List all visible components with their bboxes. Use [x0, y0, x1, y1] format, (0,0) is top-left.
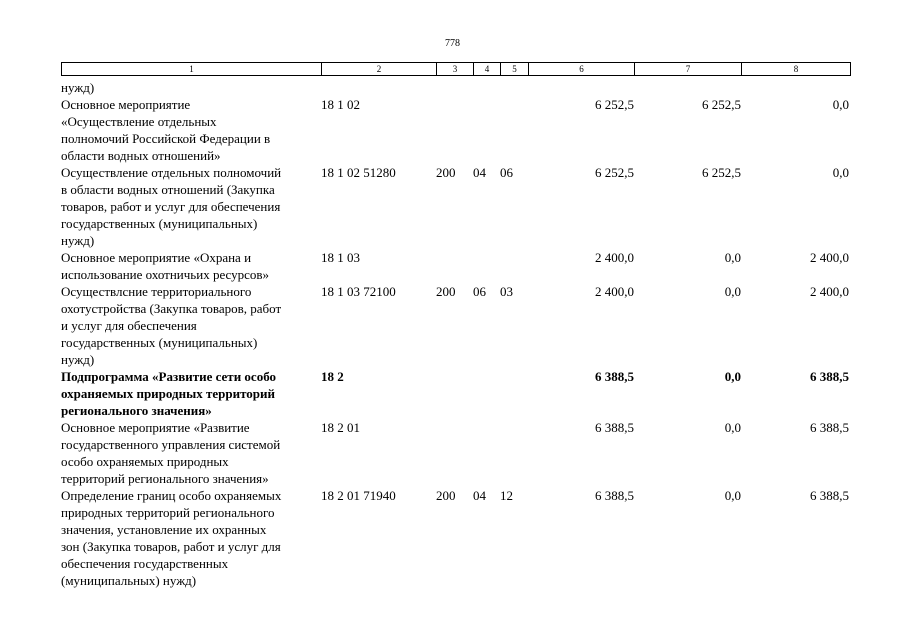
row-col-4: 04 [473, 165, 486, 180]
row-name: Основное мероприятие «Охрана и использование охотничьих ресурсов» [61, 250, 270, 282]
row-code: 18 2 01 71940 [321, 488, 396, 503]
header-col-1: 1 [62, 63, 322, 75]
row-value-6: 6 388,5 [595, 488, 634, 503]
table-row [61, 79, 851, 96]
table-row [61, 96, 851, 164]
row-name: Основное мероприятие «Развитие государственного управления системой особо охраняемых природных территорий регионального значения» [61, 420, 281, 486]
table-row [61, 164, 851, 249]
row-col-3 [436, 249, 473, 283]
row-col-3: 200 [436, 165, 456, 180]
row-col-4: 04 [473, 488, 486, 503]
row-code: 18 2 01 [321, 420, 360, 435]
row-name: Осуществлсние территориального охотустройства (Закупка товаров, работ и услуг для обеспечения государственных (муниципальных) нужд) [61, 284, 282, 367]
row-col-5 [500, 368, 528, 419]
row-value-7: 0,0 [724, 369, 741, 384]
header-col-8: 8 [793, 64, 799, 74]
row-col-4 [473, 96, 500, 164]
row-col-4 [473, 368, 500, 419]
row-col-3 [436, 96, 473, 164]
table-row [61, 368, 851, 419]
row-code: 18 1 02 [321, 97, 360, 112]
row-code: 18 1 02 51280 [321, 165, 396, 180]
row-value-6: 6 388,5 [595, 369, 634, 384]
header-col-6: 6 [529, 63, 635, 75]
header-col-3: 3 [437, 63, 474, 75]
row-value-8: 6 388,5 [810, 488, 849, 503]
row-col-4 [473, 79, 500, 96]
row-col-5: 03 [500, 284, 513, 299]
header-col-2: 2 [322, 63, 437, 75]
row-code: 18 1 03 72100 [321, 284, 396, 299]
row-col-3 [436, 79, 473, 96]
row-name: Основное мероприятие «Осуществление отдельных полномочий Российской Федерации в области водных отношений» [61, 97, 271, 163]
table-row [61, 283, 851, 368]
row-value-7 [634, 79, 741, 96]
row-value-8: 6 388,5 [810, 369, 849, 384]
row-value-6: 6 252,5 [595, 165, 634, 180]
header-col-7: 7 [635, 63, 742, 75]
page-number: 778 [445, 38, 460, 49]
row-value-7: 6 252,5 [702, 165, 741, 180]
row-value-6: 6 252,5 [595, 97, 634, 112]
row-code: 18 2 [321, 369, 344, 384]
row-col-3: 200 [436, 284, 456, 299]
row-value-8: 0,0 [832, 97, 849, 112]
row-col-5 [500, 96, 528, 164]
row-col-3: 200 [436, 488, 456, 503]
row-col-4: 06 [473, 284, 486, 299]
row-value-7: 0,0 [724, 488, 741, 503]
header-col-4: 4 [474, 63, 501, 75]
row-name: Подпрограмма «Развитие сети особо охраняемых природных территорий регионального значения» [61, 369, 277, 418]
row-name: нужд) [61, 80, 95, 95]
row-value-8: 2 400,0 [810, 284, 849, 299]
row-col-3 [436, 368, 473, 419]
row-col-5 [500, 79, 528, 96]
row-value-7: 0,0 [724, 250, 741, 265]
row-name: Определение границ особо охраняемых природных территорий регионального значения, установление их охранных зон (Закупка товаров, работ и услуг для обеспечения государственных (муниципальных) нужд) [61, 488, 282, 588]
row-col-5: 06 [500, 165, 513, 180]
row-value-6 [528, 79, 634, 96]
row-value-8 [741, 79, 849, 96]
table-header [61, 62, 851, 76]
row-col-3 [436, 419, 473, 487]
table-body [61, 79, 851, 589]
row-col-5 [500, 249, 528, 283]
row-value-7: 0,0 [724, 284, 741, 299]
header-col-5: 5 [501, 63, 529, 75]
row-col-4 [473, 419, 500, 487]
row-value-6: 6 388,5 [595, 420, 634, 435]
table-row [61, 419, 851, 487]
row-value-6: 2 400,0 [595, 250, 634, 265]
row-value-7: 6 252,5 [702, 97, 741, 112]
row-code [321, 79, 436, 96]
table-row [61, 487, 851, 589]
row-col-5: 12 [500, 488, 513, 503]
row-col-4 [473, 249, 500, 283]
row-value-7: 0,0 [724, 420, 741, 435]
row-value-8: 2 400,0 [810, 250, 849, 265]
row-value-8: 0,0 [832, 165, 849, 180]
row-col-5 [500, 419, 528, 487]
row-value-6: 2 400,0 [595, 284, 634, 299]
row-code: 18 1 03 [321, 250, 360, 265]
row-value-8: 6 388,5 [810, 420, 849, 435]
row-name: Осуществление отдельных полномочий в области водных отношений (Закупка товаров, работ и услуг для обеспечения государственных (муниципальных) нужд) [61, 165, 282, 248]
table-row [61, 249, 851, 283]
